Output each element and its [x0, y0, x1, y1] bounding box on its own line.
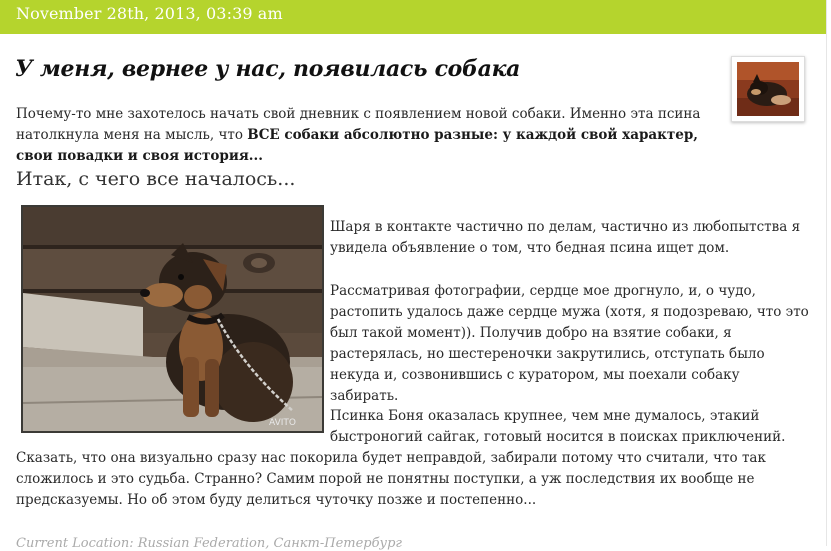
story-paragraph-1: Шаря в контакте частично по делам, частично из любопытства я увидела объявление о том, что бедная псина ищет дом. [330, 219, 801, 256]
story-paragraph-3-start: Псинка Боня оказалась крупнее, чем мне думалось, этакий быстроногий сайгак, готовый носится в поисках приключений. [330, 408, 786, 445]
intro-bold-text: ВСЕ собаки абсолютно разные: у каждой свой характер, свои повадки и своя история... [16, 127, 698, 164]
story-paragraph-3-continued: Сказать, что она визуально сразу нас покорила будет неправдой, забирали потому что считали, что так сложилось и это судьба. Странно? Самим порой не понятны поступки, а уж последствия их вообще не предсказуемы. Но об этом буду делиться чуточку позже и постепенно... [16, 450, 766, 508]
post-date-bar [0, 0, 826, 34]
dog-photo-image [23, 207, 322, 431]
intro-paragraph [16, 104, 716, 167]
post-subheading: Итак, с чего все началось... [16, 168, 296, 190]
content-divider [826, 0, 827, 546]
author-avatar[interactable] [731, 56, 805, 122]
photo-watermark: AVITO [269, 418, 296, 428]
story-paragraph-2: Рассматривая фотографии, сердце мое дрогнуло, и, о чудо, растопить удалось даже сердце мужа (хотя, я подозреваю, что это был такой момент)). Получив добро на взятие собаки, я растерялась, но шестереночки закрутились, отступать было некуда и, созвонившись с куратором, мы поехали собаку забирать. [330, 283, 809, 404]
post-date: November 28th, 2013, 03:39 am [16, 4, 283, 23]
dog-thumbnail-image [737, 62, 799, 116]
intro-text: Почему-то мне захотелось начать свой дневник с появлением новой собаки. Именно эта псина натолкнула меня на мысль, что [16, 106, 701, 143]
current-location: Current Location: Russian Federation, Санкт-Петербург [16, 536, 402, 551]
dog-photo[interactable] [21, 205, 324, 433]
post-title[interactable]: У меня, вернее у нас, появилась собака [15, 56, 521, 82]
